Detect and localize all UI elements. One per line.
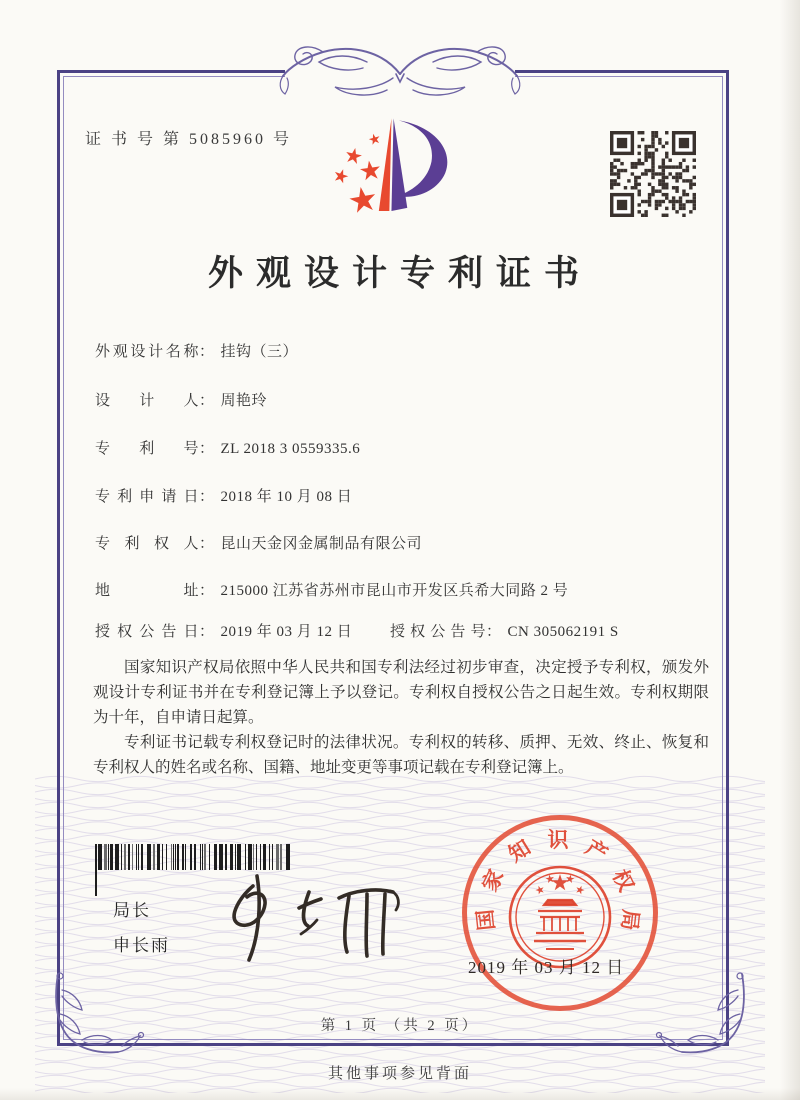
field-label: 专利号 bbox=[95, 441, 199, 457]
top-dragon-flourish-ornament bbox=[275, 40, 525, 102]
cnipa-official-seal bbox=[462, 815, 658, 1011]
logo-stars bbox=[332, 132, 381, 213]
certificate-number: 证 书 号 第 5085960 号 bbox=[85, 131, 293, 148]
cnipa-logo bbox=[322, 112, 482, 230]
commissioner-name: 申长雨 bbox=[113, 936, 170, 955]
field-label: 外观设计名称 bbox=[95, 344, 199, 360]
back-note: 其他事项参见背面 bbox=[327, 1066, 472, 1082]
field-patentee bbox=[95, 532, 422, 553]
seal-character: 局 bbox=[616, 907, 643, 932]
page-number: 第 1 页 （共 2 页） bbox=[320, 1018, 480, 1034]
seal-character: 识 bbox=[547, 828, 569, 852]
colon: ： bbox=[199, 489, 215, 505]
field-value: 215000 江苏省苏州市昆山市开发区兵希大同路 2 号 bbox=[220, 583, 569, 599]
logo-triangle-purple bbox=[391, 118, 407, 211]
barcode bbox=[95, 844, 293, 870]
field-grant-date bbox=[95, 620, 619, 641]
field-value: ZL 2018 3 0559335.6 bbox=[220, 441, 361, 457]
colon: ： bbox=[199, 441, 215, 457]
colon: ： bbox=[199, 624, 215, 640]
qr-code bbox=[610, 131, 696, 217]
field-address bbox=[95, 579, 568, 600]
field-grant-number bbox=[390, 620, 619, 641]
field-value: 2018 年 10 月 08 日 bbox=[220, 489, 353, 505]
seal-date: 2019 年 03 月 12 日 bbox=[468, 958, 625, 977]
seal-character: 家 bbox=[477, 865, 509, 896]
legal-paragraph-2: 专利证书记载专利权登记时的法律状况。专利权的转移、质押、无效、终止、恢复和专利权人的姓名或名称、国籍、地址变更等事项记载在专利登记簿上。 bbox=[93, 734, 709, 776]
field-label: 设计人 bbox=[95, 393, 199, 409]
bottom-left-corner-flourish bbox=[48, 968, 148, 1058]
logo-p-bowl bbox=[397, 120, 448, 196]
colon: ： bbox=[199, 583, 215, 599]
seal-character: 国 bbox=[473, 907, 500, 932]
seal-character: 产 bbox=[580, 835, 612, 867]
commissioner-block bbox=[113, 896, 170, 966]
field-label: 授权公告日 bbox=[95, 624, 199, 640]
field-value: CN 305062191 S bbox=[507, 624, 619, 640]
field-value: 2019 年 03 月 12 日 bbox=[220, 624, 353, 640]
legal-text bbox=[93, 655, 709, 780]
field-filing-date bbox=[95, 485, 352, 506]
field-label: 专利权人 bbox=[95, 536, 199, 552]
field-value: 昆山天金冈金属制品有限公司 bbox=[220, 536, 423, 552]
legal-paragraph-1: 国家知识产权局依照中华人民共和国专利法经过初步审查，决定授予专利权，颁发外观设计专利证书并在专利登记簿上予以登记。专利权自授权公告之日起生效。专利权期限为十年，自申请日起算。 bbox=[93, 659, 709, 726]
colon: ： bbox=[199, 344, 215, 360]
logo-triangle-red bbox=[379, 118, 392, 211]
field-value: 周艳玲 bbox=[220, 393, 268, 409]
field-label: 专利申请日 bbox=[95, 489, 199, 505]
colon: ： bbox=[486, 624, 502, 640]
field-design-name bbox=[95, 340, 298, 361]
field-label: 授权公告号 bbox=[390, 624, 486, 640]
field-patent-number bbox=[95, 437, 360, 458]
seal-character: 权 bbox=[607, 865, 639, 896]
scan-edge-shadow-right bbox=[780, 0, 800, 1100]
certificate-title: 外观设计专利证书 bbox=[207, 254, 592, 293]
field-value: 挂钩（三） bbox=[220, 344, 299, 360]
commissioner-title: 局长 bbox=[113, 901, 151, 920]
field-designer bbox=[95, 389, 267, 410]
bottom-right-corner-flourish bbox=[652, 968, 752, 1058]
field-label: 地址 bbox=[95, 583, 199, 599]
colon: ： bbox=[199, 536, 215, 552]
seal-character: 知 bbox=[504, 835, 536, 867]
commissioner-signature bbox=[205, 868, 405, 973]
colon: ： bbox=[199, 393, 215, 409]
